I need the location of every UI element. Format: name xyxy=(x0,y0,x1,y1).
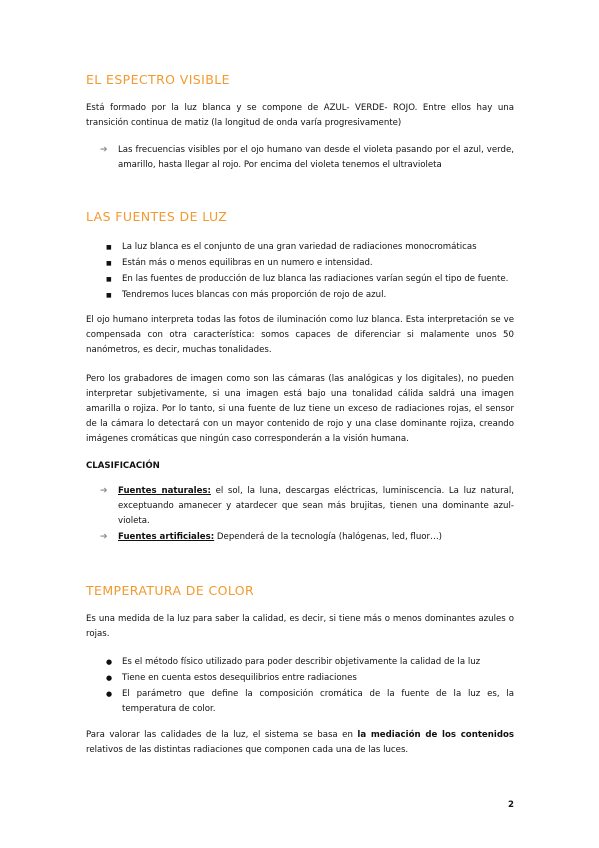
arrow-item-fuentes-naturales xyxy=(100,484,514,529)
list-item-text: El parámetro que define la composición cromática de la fuente de la luz es, la temperatura de color. xyxy=(122,689,514,714)
section-title-fuentes: LAS FUENTES DE LUZ xyxy=(86,209,228,224)
term-label: Fuentes naturales: xyxy=(118,486,211,496)
list-item-text: Tiene en cuenta estos desequilibrios entre radiaciones xyxy=(122,673,357,683)
list-item-text: Están más o menos equilibras en un numero e intensidad. xyxy=(122,258,373,268)
paragraph-text: Para valorar las calidades de la luz, el sistema se basa en xyxy=(86,730,358,740)
paragraph-text: relativos de las distintas radiaciones que componen cada una de las luces. xyxy=(86,745,409,755)
square-bullet-icon: ■ xyxy=(106,244,112,251)
highlighted-phrase: la mediación de los contenidos xyxy=(357,730,514,740)
round-bullet-icon: ● xyxy=(106,674,113,682)
term-description: Dependerá de la tecnología (halógenas, led, fluor…) xyxy=(214,532,443,542)
list-item xyxy=(106,240,514,255)
section-title-temperatura: TEMPERATURA DE COLOR xyxy=(86,583,255,598)
arrow-item-frecuencias xyxy=(100,143,514,173)
list-item xyxy=(106,288,514,303)
right-arrow-icon: ➔ xyxy=(100,145,108,155)
paragraph-fuentes-1: El ojo humano interpreta todas las fotos de iluminación como luz blanca. Esta interpretación se ve compensada con otra característica: somos capaces de diferenciar si malamente unos 50 nanómetros, es decir, muchas tonalidades. xyxy=(86,315,514,355)
right-arrow-icon: ➔ xyxy=(100,486,108,496)
list-item xyxy=(106,256,514,271)
list-item xyxy=(106,687,514,717)
arrow-item-fuentes-artificiales xyxy=(100,530,514,545)
clasificacion-label: CLASIFICACIÓN xyxy=(86,461,160,471)
square-bullet-icon: ■ xyxy=(106,260,112,267)
list-item-text: Tendremos luces blancas con más proporción de rojo de azul. xyxy=(122,290,387,300)
list-item-text: Es el método físico utilizado para poder describir objetivamente la calidad de la luz xyxy=(122,657,481,667)
paragraph-temperatura-2 xyxy=(86,728,514,758)
list-item-text: En las fuentes de producción de luz blanca las radiaciones varían según el tipo de fuente. xyxy=(122,274,509,284)
page-number: 2 xyxy=(508,800,514,810)
arrow-item-text xyxy=(118,530,514,545)
arrow-item-text xyxy=(118,484,514,529)
list-item-text: La luz blanca es el conjunto de una gran variedad de radiaciones monocromáticas xyxy=(122,242,477,252)
term-description: el sol, la luna, descargas eléctricas, luminiscencia. La luz natural, exceptuando amanecer y atardecer que sean más brujitas, tienen una dominante azul-violeta. xyxy=(118,486,514,526)
right-arrow-icon: ➔ xyxy=(100,532,108,542)
arrow-item-text: Las frecuencias visibles por el ojo humano van desde el violeta pasando por el azul, verde, amarillo, hasta llegar al rojo. Por encima del violeta tenemos el ultravioleta xyxy=(118,145,514,170)
list-item xyxy=(106,272,514,287)
paragraph-fuentes-2: Pero los grabadores de imagen como son las cámaras (las analógicas y los digitales), no pueden interpretar subjetivamente, si una imagen está bajo una tonalidad cálida saldrá una imagen amarilla o rojiza. Por lo tanto, si una fuente de luz tiene un exceso de radiaciones rojas, el sensor de la cámara lo detectará con un mayor contenido de rojo y una clase dominante rojiza, creando imágenes cromáticas que ningún caso corresponderán a la visión humana. xyxy=(86,374,514,444)
paragraph-espectro-intro: Está formado por la luz blanca y se compone de AZUL- VERDE- ROJO. Entre ellos hay una transición continua de matiz (la longitud de onda varía progresivamente) xyxy=(86,103,514,128)
list-item xyxy=(106,655,514,670)
round-bullet-icon: ● xyxy=(106,690,113,698)
section-title-espectro: EL ESPECTRO VISIBLE xyxy=(86,72,230,87)
paragraph-temperatura-1: Es una medida de la luz para saber la calidad, es decir, si tiene más o menos dominantes azules o rojas. xyxy=(86,614,514,639)
list-item xyxy=(106,671,514,686)
square-bullet-icon: ■ xyxy=(106,292,112,299)
term-label: Fuentes artificiales: xyxy=(118,532,215,542)
round-bullet-icon: ● xyxy=(106,658,113,666)
square-bullet-icon: ■ xyxy=(106,276,112,283)
